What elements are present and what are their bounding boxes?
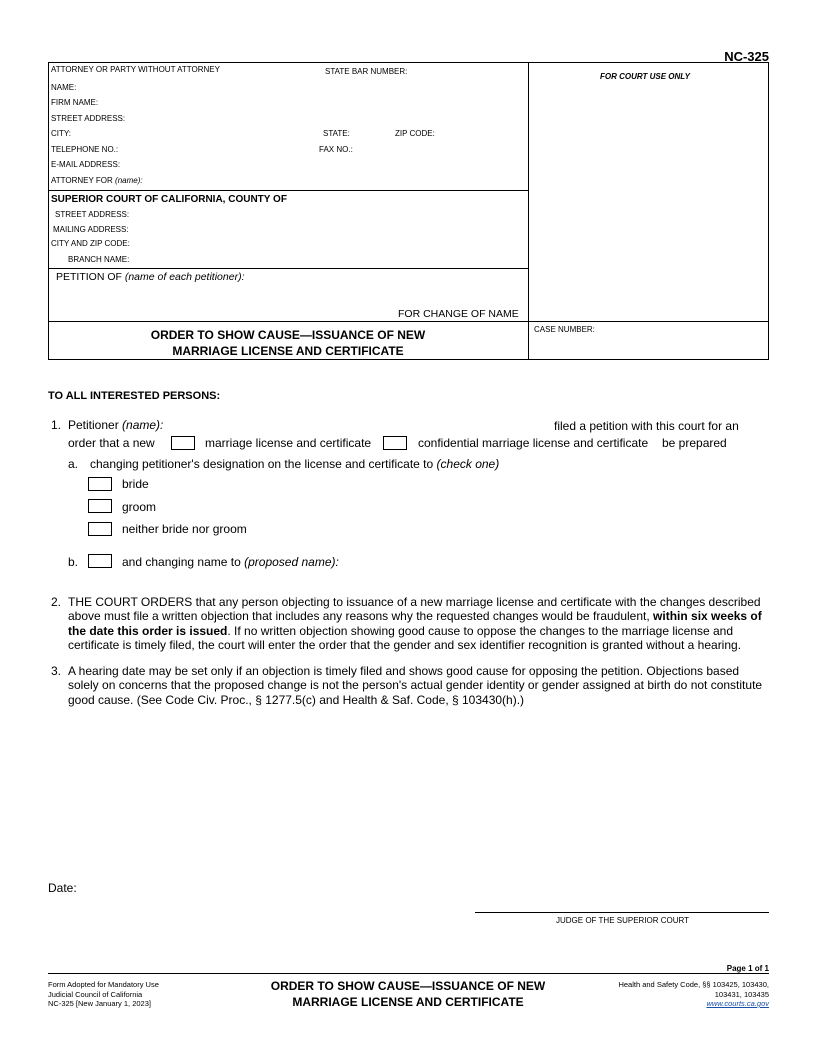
footer-title [230,978,586,1010]
item2-number: 2. [51,595,62,609]
code-citations [618,980,769,1009]
caption-divider [528,62,529,360]
adopted-line3: NC-325 [New January 1, 2023] [48,999,151,1008]
code-line1: Health and Safety Code, §§ 103425, 103430, [618,980,769,989]
state-bar-label: STATE BAR NUMBER: [325,67,408,76]
email-label: E-MAIL ADDRESS: [51,160,121,169]
date-label: Date: [48,881,77,895]
attorney-header: ATTORNEY OR PARTY WITHOUT ATTORNEY [51,65,220,74]
street-address-label: STREET ADDRESS: [51,114,126,123]
be-prepared-text: be prepared [662,436,727,450]
option-marriage-license: marriage license and certificate [205,436,372,450]
checkbox-confidential-license[interactable] [383,436,407,450]
petition-of-text: PETITION OF [56,271,122,283]
checkbox-neither[interactable] [88,522,112,536]
designation-hint: (check one) [436,457,500,471]
state-label: STATE: [323,129,350,138]
attorney-for-text: ATTORNEY FOR [51,176,113,185]
caption-title-line2: MARRIAGE LICENSE AND CERTIFICATE [172,344,404,358]
checkbox-bride[interactable] [88,477,112,491]
item1a-label: a. [68,457,79,471]
court-use-label: FOR COURT USE ONLY [600,72,690,81]
item2-text [68,595,770,653]
attorney-for-hint: (name): [115,176,143,185]
caption-title [48,327,528,359]
adopted-line2: Judicial Council of California [48,989,143,999]
branch-name-label: BRANCH NAME: [68,255,130,264]
zip-code-label: ZIP CODE: [395,129,435,138]
petitioner-hint: (name): [122,418,164,432]
caption-title-line1: ORDER TO SHOW CAUSE—ISSUANCE OF NEW [150,328,426,342]
form-adopted-info [48,980,159,1009]
footer-title-line1: ORDER TO SHOW CAUSE—ISSUANCE OF NEW [270,979,546,993]
court-section-divider [48,268,528,269]
petition-of-hint: (name of each petitioner): [124,271,245,283]
designation-text: changing petitioner's designation on the license and certificate to [90,457,434,471]
change-name-hint: (proposed name): [244,555,339,569]
case-number-label: CASE NUMBER: [534,325,595,334]
change-of-name-label: FOR CHANGE OF NAME [398,308,519,320]
option-groom: groom [122,500,157,514]
option-confidential-license: confidential marriage license and certificate [418,436,649,450]
item1b-text [122,555,339,569]
option-bride: bride [122,477,149,491]
checkbox-change-name[interactable] [88,554,112,568]
item1b-label: b. [68,555,79,569]
item2-text-a: THE COURT ORDERS that any person objecting to issuance of a new marriage license and certificate with the changes described above must file a written objection that includes any reasons why the requested changes would be fraudulent, [68,595,761,624]
court-street-label: STREET ADDRESS: [55,210,130,219]
checkbox-marriage-license[interactable] [171,436,195,450]
item1-petitioner [68,418,163,432]
filed-petition-text: filed a petition with this court for an [554,419,739,433]
footer-rule [48,973,769,974]
page-number: Page 1 of 1 [726,964,769,973]
name-label: NAME: [51,83,77,92]
change-name-text: and changing name to [122,555,241,569]
adopted-line1: Form Adopted for Mandatory Use [48,980,159,989]
footer-title-line2: MARRIAGE LICENSE AND CERTIFICATE [292,995,524,1009]
item3-text: A hearing date may be set only if an objection is timely filed and shows good cause for opposing the petition. Objections based solely on concerns that the proposed change is not the person's actual gender identity or gender assigned at birth do not constitute good cause. (See Code Civ. Proc., § 1277.5(c) and Health & Saf. Code, § 103430(h).) [68,664,763,707]
item3-number: 3. [51,664,62,678]
to-all-heading: TO ALL INTERESTED PERSONS: [48,390,221,402]
telephone-label: TELEPHONE NO.: [51,145,119,154]
city-zip-label: CITY AND ZIP CODE: [51,239,130,248]
judge-label: JUDGE OF THE SUPERIOR COURT [556,916,690,925]
option-neither: neither bride nor groom [122,522,247,536]
form-number: NC-325 [724,49,769,64]
title-section-divider [48,321,769,322]
order-text: order that a new [68,436,155,450]
petitioner-label: Petitioner [68,418,119,432]
checkbox-groom[interactable] [88,499,112,513]
attorney-section-divider [48,190,528,191]
court-title: SUPERIOR COURT OF CALIFORNIA, COUNTY OF [51,194,287,205]
item2-deadline: within six weeks of the date this order is issued [68,609,762,638]
item2-text-b: . If no written objection showing good cause to oppose the changes to the marriage license and certificate is timely filed, the court will enter the order that the gender and sex identifier recognition is granted without a hearing. [68,623,742,653]
petition-of-label [56,271,245,283]
fax-label: FAX NO.: [319,145,353,154]
item1-number: 1. [51,418,62,432]
courts-website-link[interactable]: www.courts.ca.gov [706,999,769,1008]
item1a-text [90,457,499,471]
judge-signature-line [475,912,769,913]
attorney-for-label [51,176,143,185]
code-line2: 103431, 103435 [714,989,769,999]
mailing-address-label: MAILING ADDRESS: [53,225,129,234]
city-label: CITY: [51,129,72,138]
firm-name-label: FIRM NAME: [51,98,99,107]
